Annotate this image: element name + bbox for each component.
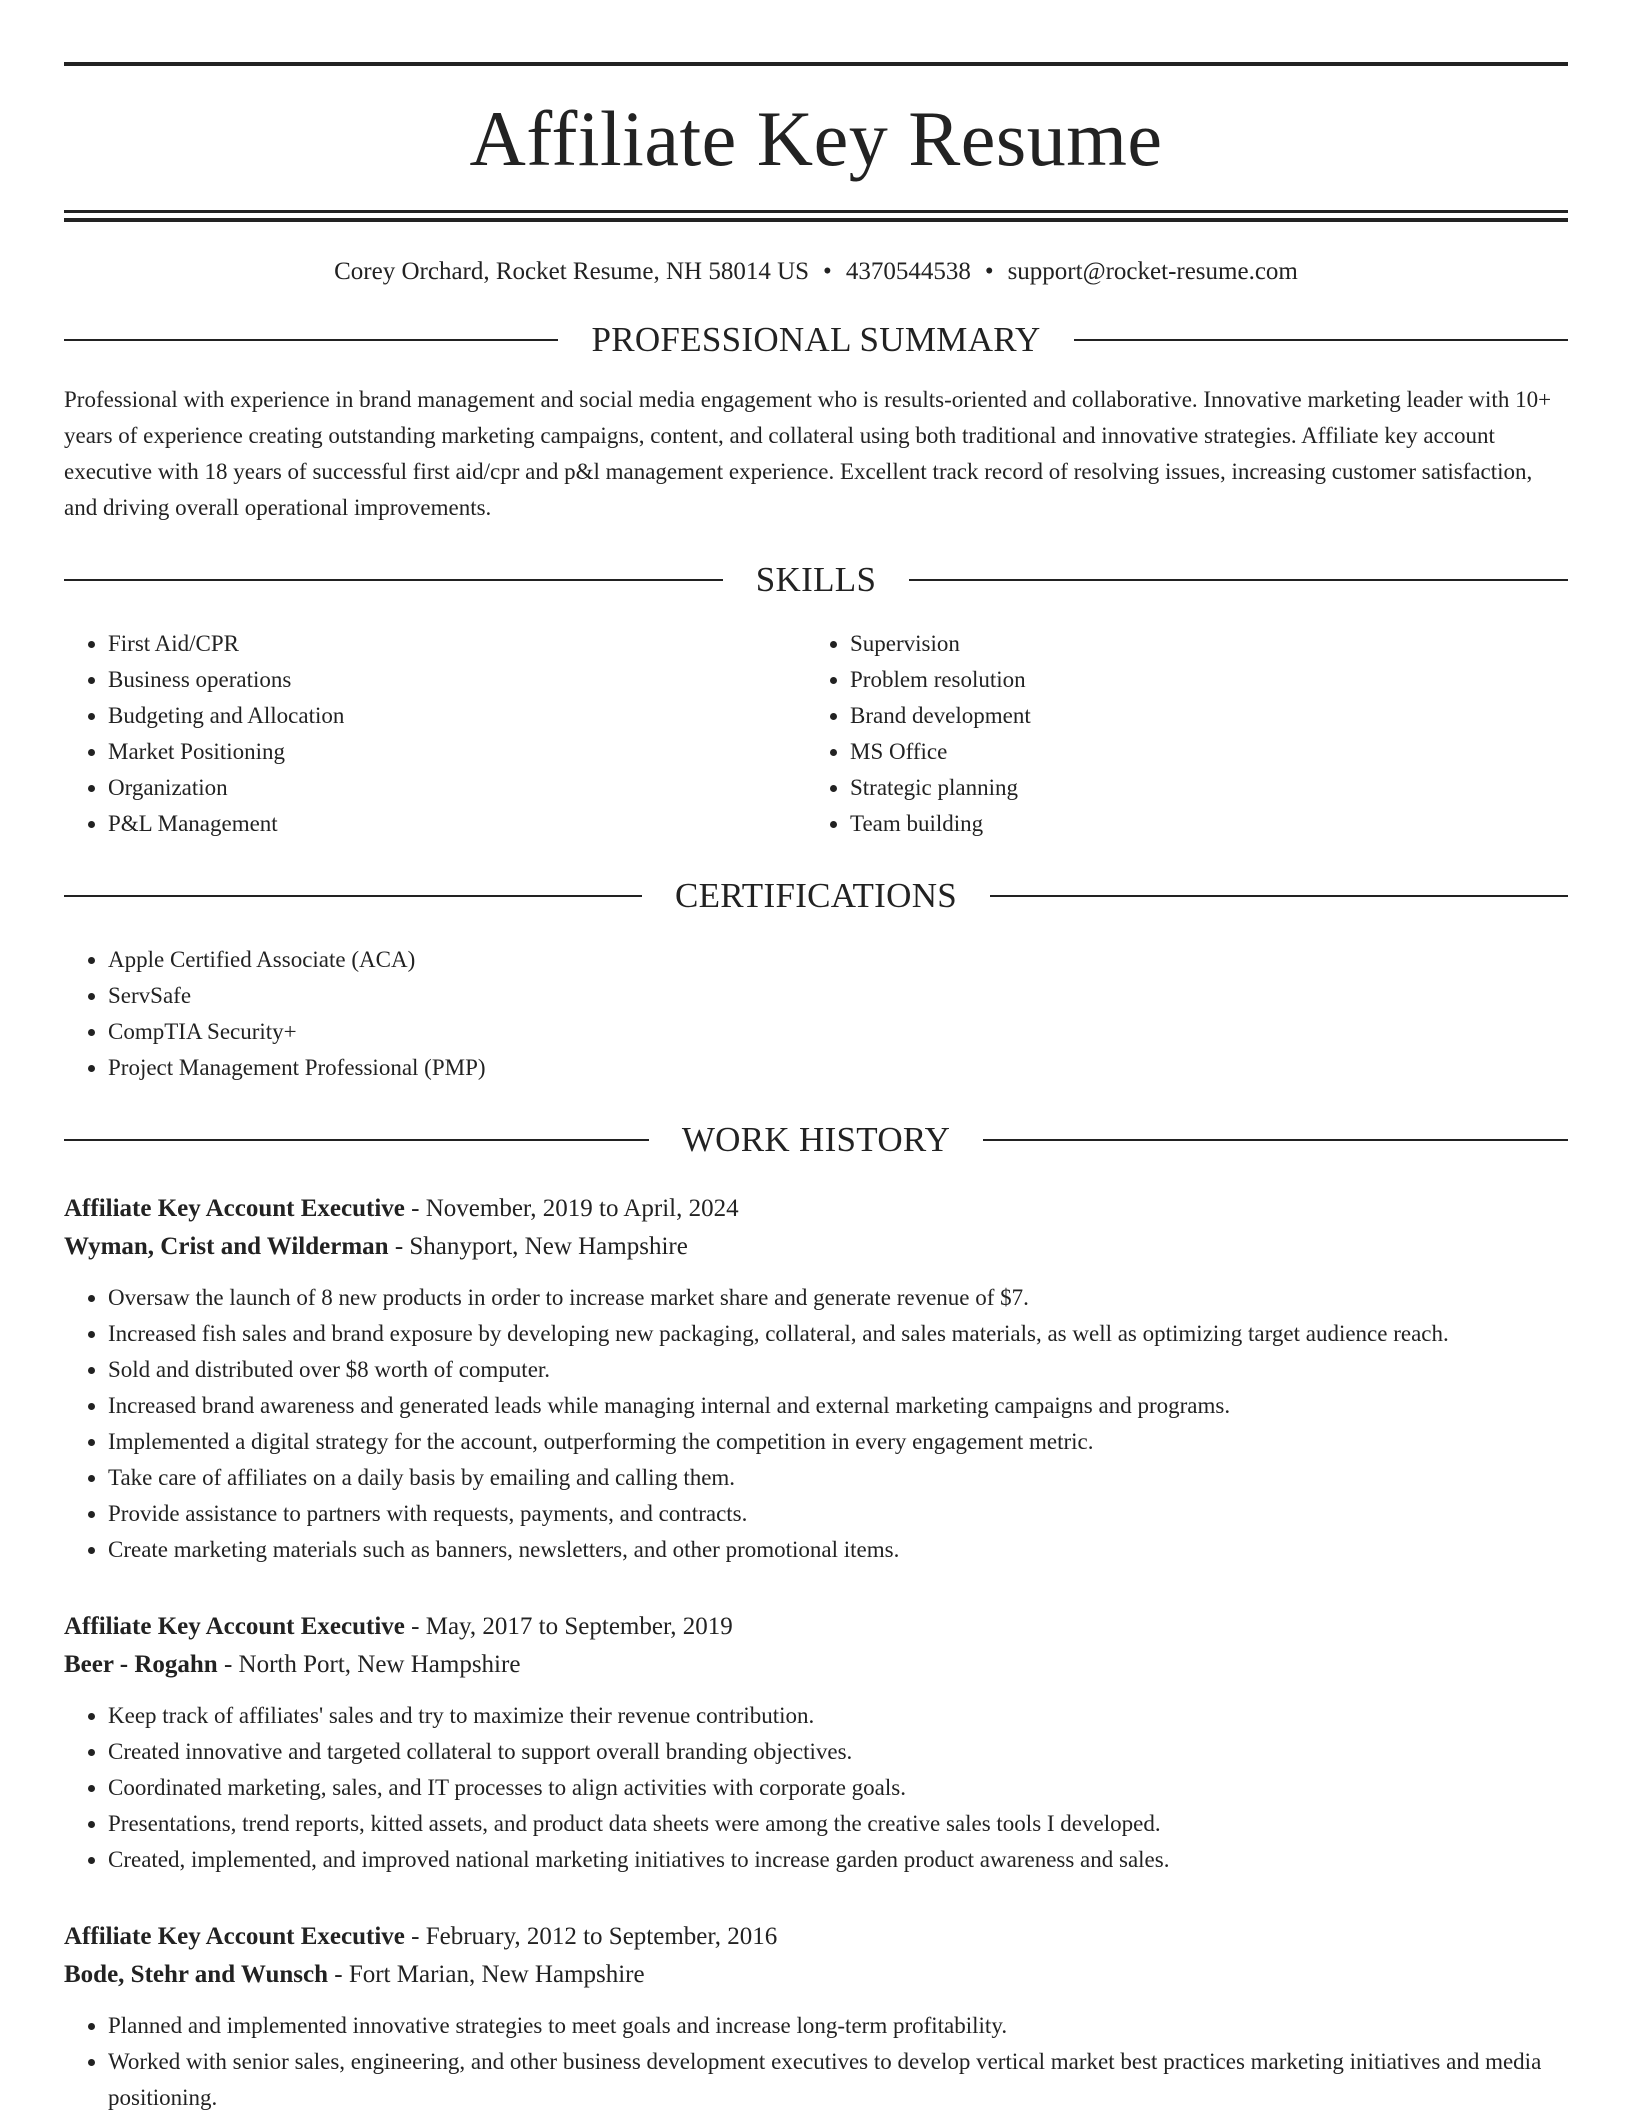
contact-email: support@rocket-resume.com	[1007, 258, 1298, 285]
job-bullet: • Worked with senior sales, engineering, and other business development executives to develop vertical market best practices marketing initiatives and media positioning.	[108, 2044, 1568, 2116]
certification-item: • ServSafe	[108, 978, 1568, 1014]
job-bullets	[64, 1280, 1568, 1568]
job-entry	[64, 1190, 1568, 1568]
summary-heading-label: PROFESSIONAL SUMMARY	[591, 320, 1041, 359]
certifications-heading-label: CERTIFICATIONS	[674, 876, 958, 915]
heading-rule	[1074, 339, 1568, 341]
job-bullet: • Created, implemented, and improved national marketing initiatives to increase garden product awareness and sales.	[108, 1842, 1568, 1878]
job-entry	[64, 1918, 1568, 2116]
summary-section-heading	[64, 320, 1568, 360]
job-bullets	[64, 2008, 1568, 2116]
resume-title: Affiliate Key Resume	[469, 95, 1163, 182]
certifications-list	[64, 942, 1568, 1086]
heading-rule	[64, 895, 642, 897]
job-bullets	[64, 1698, 1568, 1878]
job-dates: - May, 2017 to September, 2019	[404, 1613, 733, 1640]
job-dates: - November, 2019 to April, 2024	[404, 1195, 739, 1222]
contact-line	[64, 258, 1568, 286]
job-bullet: • Coordinated marketing, sales, and IT processes to align activities with corporate goals.	[108, 1770, 1568, 1806]
job-bullet: • Sold and distributed over $8 worth of computer.	[108, 1352, 1568, 1388]
contact-address: Corey Orchard, Rocket Resume, NH 58014 US	[334, 258, 810, 285]
skill-item: • P&L Management	[108, 806, 806, 842]
job-company-line	[64, 1646, 1568, 1684]
job-company-line	[64, 1956, 1568, 1994]
heading-rule	[990, 895, 1568, 897]
job-bullet: • Increased fish sales and brand exposure by developing new packaging, collateral, and sales materials, as well as optimizing target audience reach.	[108, 1316, 1568, 1352]
job-bullet: • Presentations, trend reports, kitted assets, and product data sheets were among the creative sales tools I developed.	[108, 1806, 1568, 1842]
job-title: Affiliate Key Account Executive	[64, 1195, 405, 1222]
heading-rule	[909, 579, 1568, 581]
certification-item: • Project Management Professional (PMP)	[108, 1050, 1568, 1086]
work-history-section-heading	[64, 1120, 1568, 1160]
job-company-line	[64, 1228, 1568, 1266]
skill-item: • First Aid/CPR	[108, 626, 806, 662]
work-history-heading-label: WORK HISTORY	[681, 1120, 951, 1159]
job-company: Bode, Stehr and Wunsch	[64, 1961, 328, 1988]
title-double-rule	[64, 210, 1568, 222]
skill-item: • Organization	[108, 770, 806, 806]
skill-item: • Business operations	[108, 662, 806, 698]
skill-item: • Budgeting and Allocation	[108, 698, 806, 734]
job-bullet: • Provide assistance to partners with requests, payments, and contracts.	[108, 1496, 1568, 1532]
top-rule	[64, 62, 1568, 66]
skill-item: • Team building	[850, 806, 1548, 842]
job-location: - North Port, New Hampshire	[217, 1651, 521, 1678]
certification-item: • CompTIA Security+	[108, 1014, 1568, 1050]
job-entry	[64, 1608, 1568, 1878]
heading-rule	[64, 339, 558, 341]
heading-rule	[983, 1139, 1568, 1141]
skills-list	[64, 626, 1568, 842]
heading-rule	[64, 579, 723, 581]
skills-section-heading	[64, 560, 1568, 600]
summary-text: Professional with experience in brand management and social media engagement who is results-oriented and collaborative. Innovative marketing leader with 10+ years of experience creating outstanding marketing campaigns, content, and collateral using both traditional and innovative strategies. Affiliate key account executive with 18 years of successful first aid/cpr and p&l management experience. Excellent track record of resolving issues, increasing customer satisfaction, and driving overall operational improvements.	[64, 387, 1552, 520]
skill-item: • MS Office	[850, 734, 1548, 770]
job-company: Wyman, Crist and Wilderman	[64, 1233, 389, 1260]
contact-phone: 4370544538	[845, 258, 971, 285]
job-location: - Fort Marian, New Hampshire	[328, 1961, 645, 1988]
job-bullet: • Create marketing materials such as banners, newsletters, and other promotional items.	[108, 1532, 1568, 1568]
certifications-section-heading	[64, 876, 1568, 916]
job-title: Affiliate Key Account Executive	[64, 1923, 405, 1950]
job-bullet: • Increased brand awareness and generated leads while managing internal and external marketing campaigns and programs.	[108, 1388, 1568, 1424]
skill-item: • Problem resolution	[850, 662, 1548, 698]
job-dates: - February, 2012 to September, 2016	[404, 1923, 778, 1950]
job-title-line	[64, 1190, 1568, 1228]
certification-item: • Apple Certified Associate (ACA)	[108, 942, 1568, 978]
job-location: - Shanyport, New Hampshire	[388, 1233, 688, 1260]
job-bullet: • Keep track of affiliates' sales and try to maximize their revenue contribution.	[108, 1698, 1568, 1734]
job-bullet: • Oversaw the launch of 8 new products in order to increase market share and generate revenue of $7.	[108, 1280, 1568, 1316]
skills-column-right	[806, 626, 1548, 842]
job-title-line	[64, 1608, 1568, 1646]
heading-rule	[64, 1139, 649, 1141]
job-bullet: • Created innovative and targeted collateral to support overall branding objectives.	[108, 1734, 1568, 1770]
skill-item: • Market Positioning	[108, 734, 806, 770]
contact-separator: •	[984, 258, 994, 285]
job-title: Affiliate Key Account Executive	[64, 1613, 405, 1640]
contact-separator: •	[823, 258, 832, 285]
skills-heading-label: SKILLS	[755, 560, 877, 599]
skill-item: • Supervision	[850, 626, 1548, 662]
skills-column-left	[64, 626, 806, 842]
job-bullet: • Planned and implemented innovative strategies to meet goals and increase long-term profitability.	[108, 2008, 1568, 2044]
job-bullet: • Take care of affiliates on a daily basis by emailing and calling them.	[108, 1460, 1568, 1496]
job-company: Beer - Rogahn	[64, 1651, 218, 1678]
job-bullet: • Implemented a digital strategy for the account, outperforming the competition in every engagement metric.	[108, 1424, 1568, 1460]
skill-item: • Brand development	[850, 698, 1548, 734]
skill-item: • Strategic planning	[850, 770, 1548, 806]
job-title-line	[64, 1918, 1568, 1956]
